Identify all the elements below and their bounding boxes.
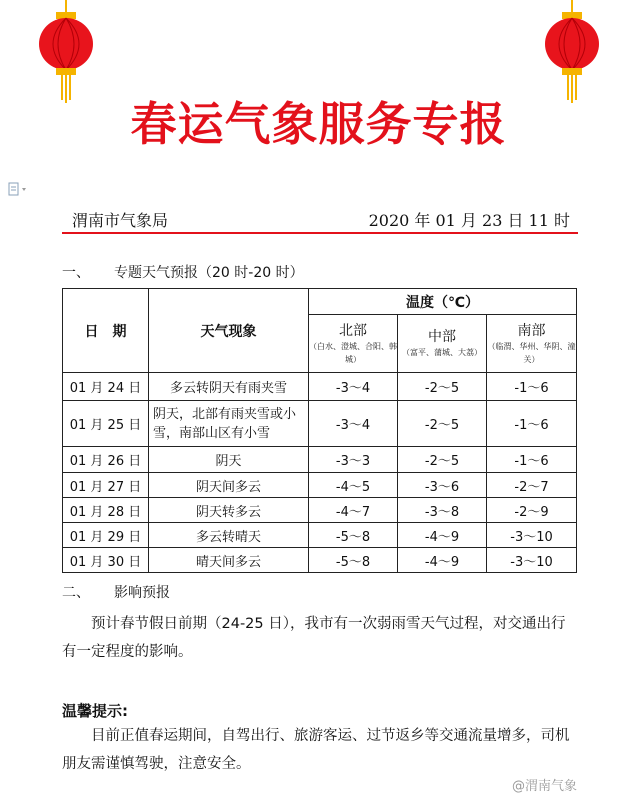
row-date: 01 月 27 日 xyxy=(63,473,149,498)
issue-date: 2020 年 01 月 23 日 11 时 xyxy=(368,211,570,230)
row-south: -1～6 xyxy=(487,373,577,401)
watermark: @渭南气象 xyxy=(512,779,578,794)
table-row xyxy=(63,523,577,548)
table-row xyxy=(63,473,577,498)
impact-paragraph: 预计春节假日前期（24-25 日），我市有一次弱雨雪天气过程，对交通出行有一定程度的影响。 xyxy=(62,616,566,660)
row-south: -1～6 xyxy=(487,447,577,473)
row-central: -3～8 xyxy=(398,498,487,523)
document-icon[interactable] xyxy=(8,182,30,196)
region-north xyxy=(309,315,398,373)
row-date: 01 月 29 日 xyxy=(63,523,149,548)
page-title: 春运气象服务专报 xyxy=(130,97,507,151)
row-weather: 阴天间多云 xyxy=(149,473,309,498)
row-south: -3～10 xyxy=(487,548,577,573)
row-north: -5～8 xyxy=(309,548,398,573)
section-number: 一、 xyxy=(62,265,90,281)
header-date: 日 期 xyxy=(63,289,149,373)
table-row xyxy=(63,548,577,573)
section-label: 专题天气预报（20 时-20 时） xyxy=(114,265,304,281)
region-name: 中部 xyxy=(428,329,456,345)
region-towns: （白水、澄城、合阳、韩城） xyxy=(309,341,397,364)
row-date: 01 月 30 日 xyxy=(63,548,149,573)
row-north: -3～4 xyxy=(309,373,398,401)
table-row xyxy=(63,498,577,523)
region-towns: （临渭、华州、华阴、潼关） xyxy=(487,341,576,364)
region-towns: （富平、蒲城、大荔） xyxy=(402,348,482,357)
row-central: -4～9 xyxy=(398,523,487,548)
row-south: -2～9 xyxy=(487,498,577,523)
row-weather: 多云转阴天有雨夹雪 xyxy=(149,373,309,401)
section-forecast-heading xyxy=(62,262,304,282)
row-north: -4～5 xyxy=(309,473,398,498)
region-name: 北部 xyxy=(339,322,367,339)
row-north: -3～3 xyxy=(309,447,398,473)
section-label: 影响预报 xyxy=(114,585,170,601)
table-row xyxy=(63,447,577,473)
row-date: 01 月 28 日 xyxy=(63,498,149,523)
row-central: -2～5 xyxy=(398,373,487,401)
table-row xyxy=(63,373,577,401)
region-south xyxy=(487,315,577,373)
row-date: 01 月 24 日 xyxy=(63,373,149,401)
tips-paragraph: 目前正值春运期间，自驾出行、旅游客运、过节返乡等交通流量增多，司机朋友需谨慎驾驶，注意安全。 xyxy=(62,728,570,772)
header-temperature: 温度（℃） xyxy=(309,289,577,315)
row-south: -2～7 xyxy=(487,473,577,498)
row-weather: 多云转晴天 xyxy=(149,523,309,548)
row-central: -3～6 xyxy=(398,473,487,498)
row-north: -4～7 xyxy=(309,498,398,523)
row-central: -4～9 xyxy=(398,548,487,573)
row-central: -2～5 xyxy=(398,447,487,473)
row-weather: 阴天转多云 xyxy=(149,498,309,523)
region-name: 南部 xyxy=(517,322,546,339)
region-central xyxy=(398,315,487,373)
row-south: -3～10 xyxy=(487,523,577,548)
issuing-org: 渭南市气象局 xyxy=(72,211,169,230)
row-date: 01 月 26 日 xyxy=(63,447,149,473)
report-header xyxy=(66,206,576,232)
header-weather: 天气现象 xyxy=(149,289,309,373)
tips-title: 温馨提示: xyxy=(62,702,128,720)
row-weather: 阴天 xyxy=(149,447,309,473)
forecast-table xyxy=(62,288,577,573)
row-south: -1～6 xyxy=(487,401,577,447)
section-impact-heading xyxy=(62,582,170,602)
row-central: -2～5 xyxy=(398,401,487,447)
row-date: 01 月 25 日 xyxy=(63,401,149,447)
row-weather: 阴天，北部有雨夹雪或小雪，南部山区有小雪 xyxy=(149,401,309,447)
row-north: -3～4 xyxy=(309,401,398,447)
row-weather: 晴天间多云 xyxy=(149,548,309,573)
header-divider xyxy=(62,232,578,234)
section-number: 二、 xyxy=(62,585,90,601)
row-north: -5～8 xyxy=(309,523,398,548)
table-row xyxy=(63,401,577,447)
